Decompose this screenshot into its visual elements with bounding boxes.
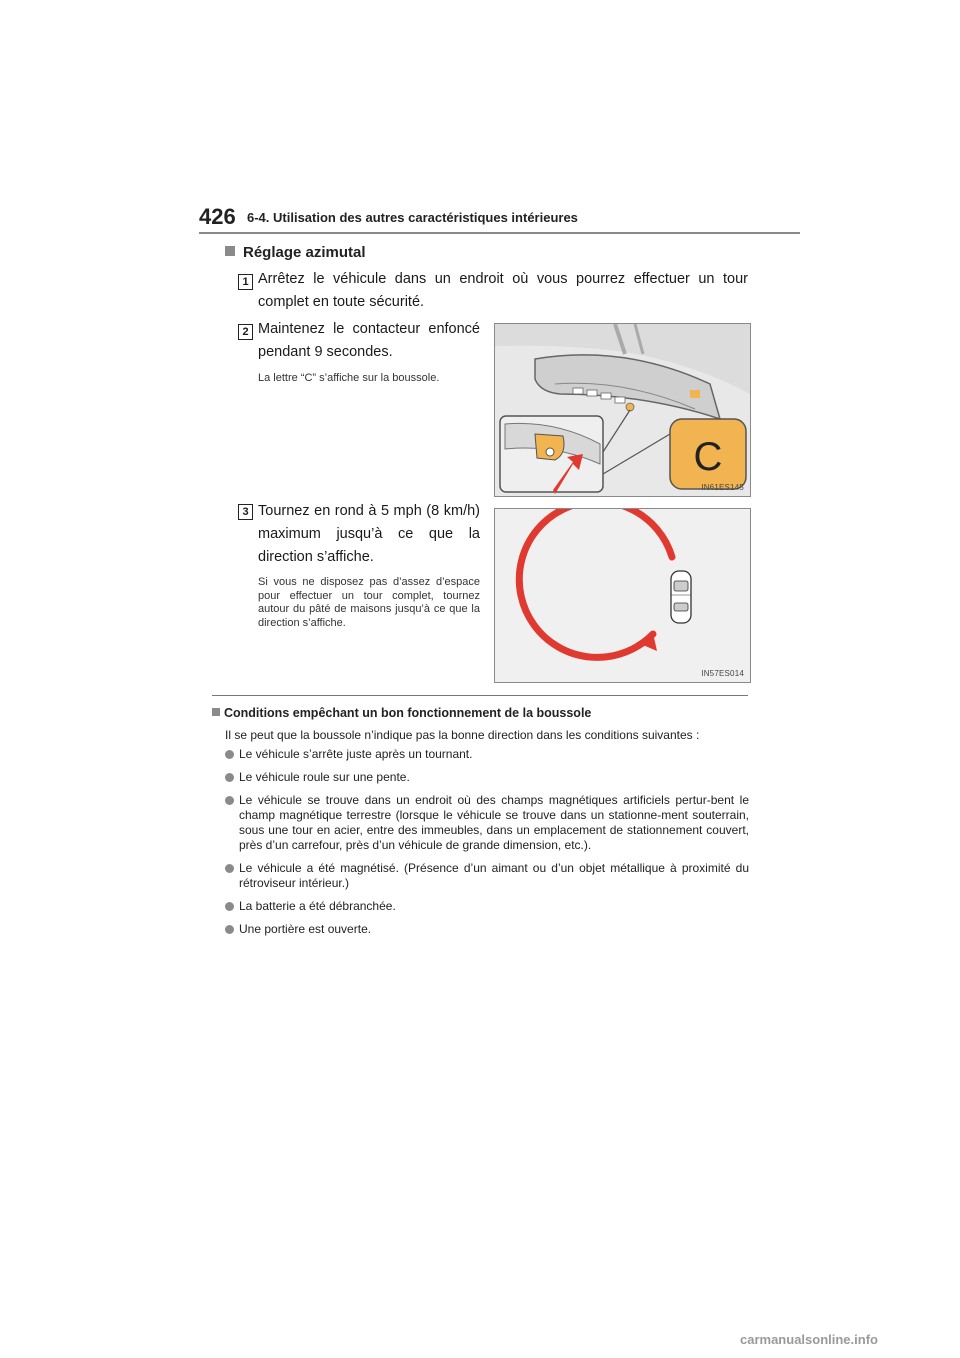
step-2-note: La lettre “C” s’affiche sur la boussole. — [258, 372, 440, 384]
step-number-3: 3 — [238, 504, 253, 520]
step-1-text: Arrêtez le véhicule dans un endroit où vous pourrez effectuer un tour complet en toute sécurité. — [258, 271, 748, 310]
square-bullet-icon — [225, 246, 235, 256]
step-3-note: Si vous ne disposez pas d’assez d’espace pour effectuer un tour complet, tournez autour du pâté de maisons jusqu’à ce que la direction s’affiche. — [258, 576, 480, 629]
list-item: Une portière est ouverte. — [225, 922, 749, 937]
compass-display-letter: C — [693, 435, 723, 479]
list-item: Le véhicule a été magnétisé. (Présence d’un aimant ou d’un objet métallique à proximité du rétroviseur intérieur.) — [225, 861, 749, 891]
circle-drive-illustration — [494, 508, 751, 683]
bullet-icon — [225, 902, 234, 911]
circle-drive-drawing — [495, 509, 750, 682]
subsection-heading — [225, 244, 366, 261]
figure-2-code: IN57ES014 — [701, 669, 744, 678]
notes-intro: Il se peut que la boussole n’indique pas la bonne direction dans les conditions suivantes : — [225, 728, 700, 742]
mirror-drawing — [495, 324, 750, 496]
bullet-icon — [225, 750, 234, 759]
bullet-icon — [225, 796, 234, 805]
list-item: Le véhicule se trouve dans un endroit où des champs magnétiques artificiels pertur-bent le champ magnétique terrestre (lorsque le véhicule se trouve dans un stationne-ment souterrain, sous une tour en acier, entre des immeubles, dans un emplacement de stationnement couvert, près d’un carrefour, près d’un véhicule de grande dimension, etc.). — [225, 793, 749, 853]
watermark: carmanualsonline.info — [740, 1332, 878, 1347]
page-number: 426 — [199, 204, 236, 229]
list-item: La batterie a été débranchée. — [225, 899, 749, 914]
bullet-icon — [225, 773, 234, 782]
mirror-illustration — [494, 323, 751, 497]
square-bullet-icon — [212, 708, 220, 716]
section-header: 6-4. Utilisation des autres caractéristiques intérieures — [247, 210, 578, 225]
bullet-icon — [225, 925, 234, 934]
figure-1-code: IN61ES145 — [701, 483, 744, 492]
step-number-1: 1 — [238, 274, 253, 290]
list-item: Le véhicule s’arrête juste après un tournant. — [225, 747, 749, 762]
conditions-list — [225, 747, 749, 945]
step-3-text: Tournez en rond à 5 mph (8 km/h) maximum jusqu’à ce que la direction s’affiche. — [258, 503, 480, 565]
list-item: Le véhicule roule sur une pente. — [225, 770, 749, 785]
step-number-2: 2 — [238, 324, 253, 340]
bullet-icon — [225, 864, 234, 873]
notes-heading-text: Conditions empêchant un bon fonctionnement de la boussole — [224, 706, 592, 720]
notes-heading — [212, 706, 591, 720]
header-rule — [199, 232, 800, 234]
step-2-text: Maintenez le contacteur enfoncé pendant 9 secondes. — [258, 321, 480, 360]
notes-divider — [212, 695, 748, 696]
subsection-title: Réglage azimutal — [243, 244, 366, 261]
